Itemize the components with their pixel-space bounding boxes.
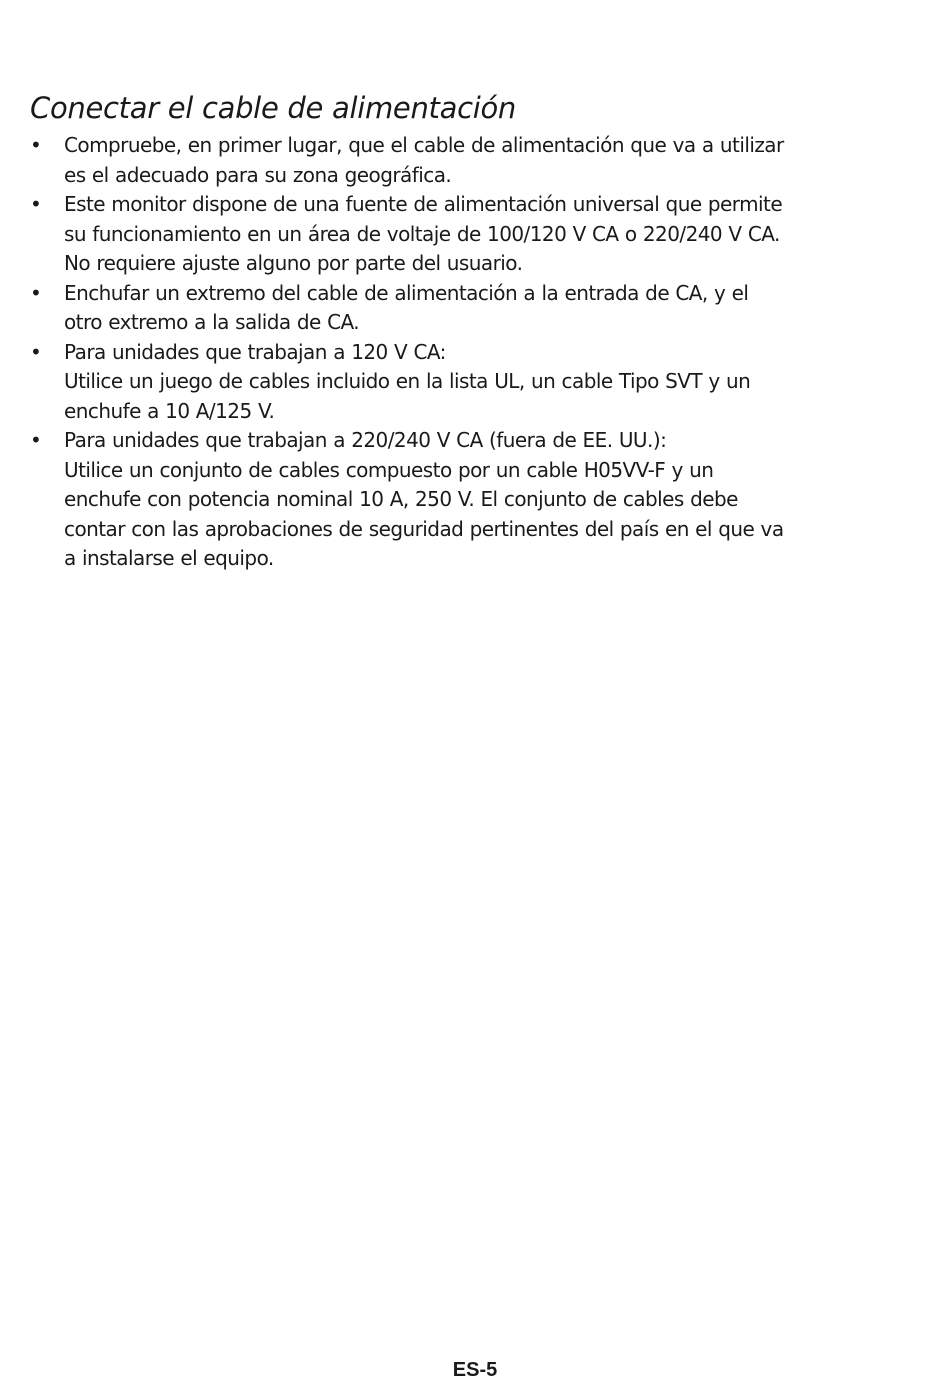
list-item-line: Enchufar un extremo del cable de alimentación a la entrada de CA, y el bbox=[64, 280, 749, 305]
list-item bbox=[30, 279, 920, 338]
list-item bbox=[30, 426, 920, 574]
list-item-line: es el adecuado para su zona geográfica. bbox=[64, 162, 452, 187]
list-item bbox=[30, 190, 920, 279]
bullet-dot: • bbox=[30, 192, 42, 216]
bullet-dot: • bbox=[30, 280, 42, 305]
list-item-line: No requiere ajuste alguno por parte del usuario. bbox=[64, 251, 523, 275]
page-number: ES-5 bbox=[452, 1359, 498, 1381]
list-item bbox=[30, 131, 920, 190]
section-title: Conectar el cable de alimentación bbox=[30, 91, 516, 125]
list-item-line: Utilice un juego de cables incluido en la lista UL, un cable Tipo SVT y un bbox=[64, 369, 751, 393]
list-item-line: otro extremo a la salida de CA. bbox=[64, 310, 360, 334]
list-item-line: su funcionamiento en un área de voltaje de 100/120 V CA o 220/240 V CA. bbox=[64, 221, 780, 246]
list-item-line: contar con las aprobaciones de seguridad pertinentes del país en el que va bbox=[64, 516, 784, 541]
bullet-dot: • bbox=[30, 428, 42, 452]
list-item-line: a instalarse el equipo. bbox=[64, 546, 274, 570]
list-item-line: Este monitor dispone de una fuente de alimentación universal que permite bbox=[64, 192, 783, 216]
list-item-line: enchufe con potencia nominal 10 A, 250 V. El conjunto de cables debe bbox=[64, 487, 738, 511]
list-item-line: Compruebe, en primer lugar, que el cable de alimentación que va a utilizar bbox=[64, 133, 784, 157]
list-item-line: Para unidades que trabajan a 120 V CA: bbox=[64, 339, 446, 364]
list-item-line: Utilice un conjunto de cables compuesto por un cable H05VV-F y un bbox=[64, 457, 714, 482]
bullet-dot: • bbox=[30, 133, 42, 157]
list-item-line: Para unidades que trabajan a 220/240 V CA (fuera de EE. UU.): bbox=[64, 428, 667, 452]
bullet-dot: • bbox=[30, 339, 42, 364]
bullet-list bbox=[30, 131, 920, 574]
list-item-line: enchufe a 10 A/125 V. bbox=[64, 398, 275, 423]
list-item bbox=[30, 338, 920, 427]
